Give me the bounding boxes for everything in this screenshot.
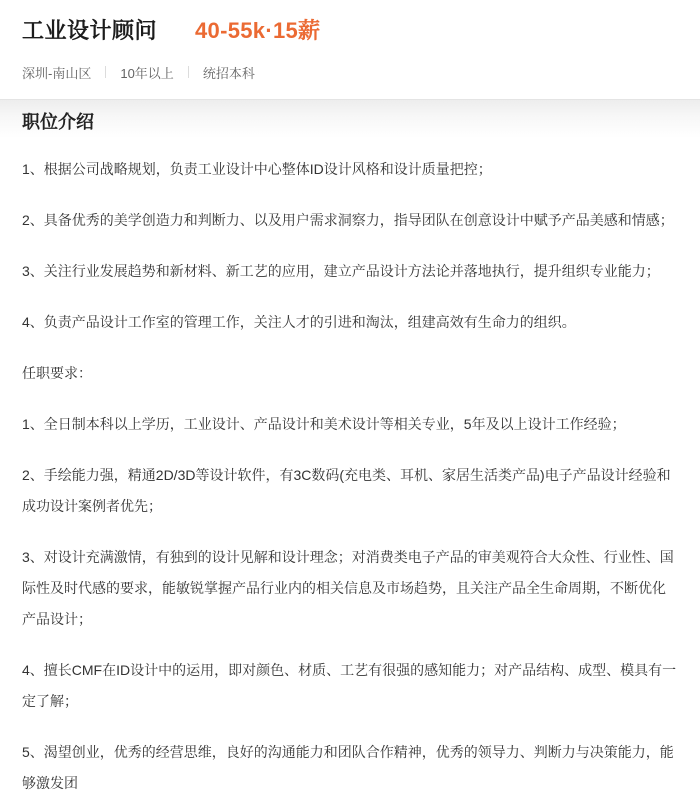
job-experience: 10年以上 <box>120 65 174 81</box>
job-title-row <box>22 17 678 45</box>
job-location: 深圳-南山区 <box>22 65 92 81</box>
requirement-paragraph: 5、渴望创业，优秀的经营思维，良好的沟通能力和团队合作精神，优秀的领导力、判断力与决策能力，能够激发团 <box>22 744 674 791</box>
job-title: 工业设计顾问 <box>22 18 158 43</box>
vertical-divider <box>188 66 189 78</box>
job-header <box>0 0 700 81</box>
requirement-paragraph: 4、擅长CMF在ID设计中的运用，即对颜色、材质、工艺有很强的感知能力；对产品结构、成型、模具有一定了解； <box>22 662 677 709</box>
job-education: 统招本科 <box>202 65 255 81</box>
section-heading: 职位介绍 <box>22 112 94 132</box>
vertical-divider <box>105 66 106 78</box>
description-paragraph: 4、负责产品设计工作室的管理工作，关注人才的引进和淘汰，组建高效有生命力的组织。 <box>22 314 576 330</box>
requirement-paragraph: 2、手绘能力强，精通2D/3D等设计软件，有3C数码(充电类、耳机、家居生活类产品)电子产品设计经验和成功设计案例者优先； <box>22 467 671 514</box>
requirement-paragraph: 1、全日制本科以上学历，工业设计、产品设计和美术设计等相关专业，5年及以上设计工作经验； <box>22 416 626 432</box>
description-paragraph: 3、关注行业发展趋势和新材料、新工艺的应用，建立产品设计方法论并落地执行，提升组织专业能力； <box>22 263 660 279</box>
job-meta-row <box>22 63 678 81</box>
requirements-label: 任职要求： <box>22 365 92 381</box>
description-paragraph: 2、具备优秀的美学创造力和判断力、以及用户需求洞察力，指导团队在创意设计中赋予产品美感和情感； <box>22 212 674 228</box>
job-description-section <box>0 99 700 799</box>
job-salary: 40-55k·15薪 <box>195 18 321 43</box>
description-paragraph: 1、根据公司战略规划，负责工业设计中心整体ID设计风格和设计质量把控； <box>22 161 492 177</box>
requirement-paragraph: 3、对设计充满激情，有独到的设计见解和设计理念；对消费类电子产品的审美观符合大众性、行业性、国际性及时代感的要求，能敏锐掌握产品行业内的相关信息及市场趋势，且关注产品全生命周期，不断优化产品设计； <box>22 549 674 627</box>
